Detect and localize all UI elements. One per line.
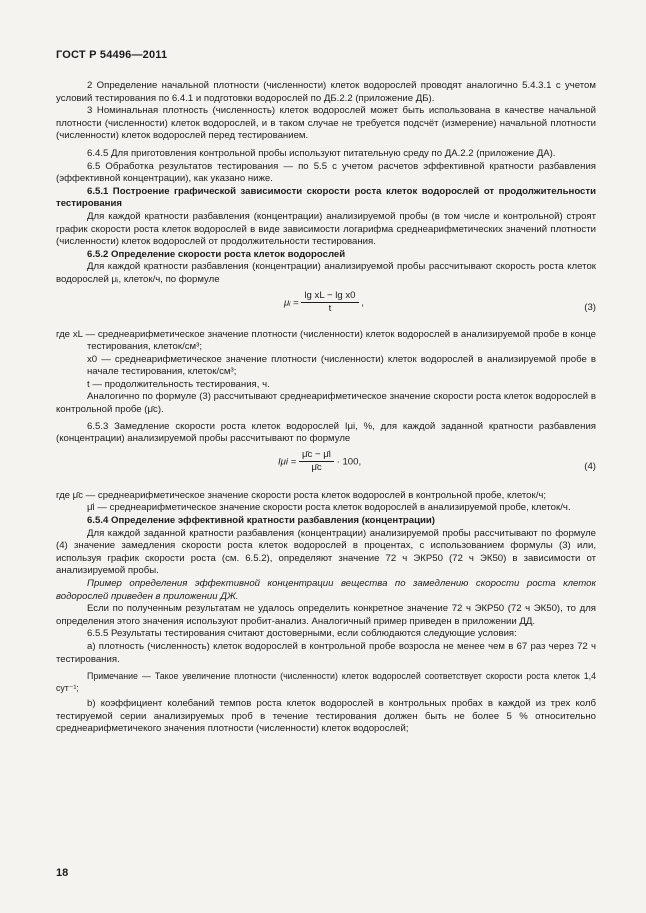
paragraph-6-5-3: 6.5.3 Замедление скорости роста клеток водорослей Iμi, %, для каждой заданной кратности разбавления (концентрации) анализируемой пробы рассчитывают по формуле	[56, 420, 596, 445]
page-number: 18	[56, 867, 69, 879]
heading-6-5-1: 6.5.1 Построение графической зависимости скорости роста клеток водорослей от продолжительности тестирования	[56, 185, 596, 210]
paragraph-6-4-5: 6.4.5 Для приготовления контрольной пробы используют питательную среду по ДА.2.2 (приложение ДА).	[87, 147, 556, 159]
heading-6-5-4: 6.5.4 Определение эффективной кратности разбавления (концентрации)	[87, 515, 435, 527]
paragraph-note: Примечание — Такое увеличение плотности (численности) клеток водорослей соответствует скорости роста клеток 1,4 сут⁻¹;	[56, 671, 596, 694]
paragraph-example: Пример определения эффективной концентрации вещества по замедлению скорости роста клеток водорослей приведен в приложении ДЖ.	[56, 578, 596, 602]
document-body	[56, 80, 596, 736]
paragraph-6-5: 6.5 Обработка результатов тестирования — по 5.5 с учетом расчетов эффективной кратности разбавления (эффективной концентрации), как указано ниже.	[56, 160, 596, 185]
formula-3	[56, 290, 596, 326]
formula-4	[56, 449, 596, 487]
legend-mu-i: μ̄i — среднеарифметическое значение скорости роста клеток водорослей в анализируемой пробе, клеток/ч.	[87, 502, 571, 514]
formula-4-fraction	[299, 449, 334, 475]
formula-4-number: (4)	[584, 460, 596, 472]
legend-x0: x0 — среднеарифметическое значение плотности (численности) клеток водорослей в анализируемой пробе в начале тестирования, клеток/см³;	[87, 353, 596, 378]
paragraph-probit: Если по полученным результатам не удалось определить конкретное значение 72 ч ЭКР50 (72 ч ЭК50), то для определения этого значения используют пробит-анализ. Аналогичный пример приведен в приложении ДД.	[56, 603, 596, 627]
legend-t: t — продолжительность тестирования, ч.	[87, 378, 270, 390]
formula-3-number: (3)	[584, 301, 596, 313]
paragraph-condition-a: а) плотность (численность) клеток водорослей в контрольной пробе возросла не менее чем в 67 раз через 72 ч тестирования.	[56, 640, 596, 665]
paragraph-control-rate: Аналогично по формуле (3) рассчитывают среднеарифметическое значение скорости роста клеток водорослей в контрольной пробе (μ̄c).	[56, 391, 596, 416]
paragraph-note-3: 3 Номинальная плотность (численность) клеток водорослей может быть использована в качестве начальной плотности (численности) клеток водорослей, и в таком случае не требуется подсчёт (измерение) начальной плотности (численности) клеток водорослей перед тестированием.	[56, 105, 596, 142]
paragraph-6-5-4-body: Для каждой заданной кратности разбавления (концентрации) анализируемой пробы рассчитывают по формуле (4) значение замедления скорости роста клеток водорослей в процентах, с использованием формулы (3) или, используя график скорости роста (см. 6.5.2), определяют значение 72 ч ЭКР50 (72 ч ЭК50) в зависимости от анализируемой пробы.	[56, 527, 596, 577]
paragraph-6-5-1-body: Для каждой кратности разбавления (концентрации) анализируемой пробы (в том числе и контрольной) строят график скорости роста клеток водорослей в виде зависимости логарифма среднеарифметических значений плотности (численности) клеток водорослей от продолжительности тестирования.	[56, 210, 596, 248]
formula-3-denominator: t	[328, 303, 332, 315]
formula-4-numerator: μ̄c − μ̄i	[299, 449, 334, 463]
formula-4-tail: · 100,	[336, 456, 362, 468]
legend-mu-c: где μ̄c — среднеарифметическое значение скорости роста клеток водорослей в контрольной пробе, клеток/ч;	[56, 489, 547, 501]
formula-3-numerator: lg xL − lg x0	[301, 290, 358, 304]
formula-4-denominator: μ̄c	[311, 462, 322, 474]
paragraph-note-2: 2 Определение начальной плотности (численности) клеток водорослей проводят аналогично 5.4.3.1 с учетом условий тестирования по 6.4.1 и подготовки водорослей по ДБ.2.2 (приложение ДБ).	[56, 80, 596, 104]
formula-4-lhs: Iμi	[278, 456, 289, 468]
paragraph-condition-b: b) коэффициент колебаний темпов роста клеток водорослей в контрольных пробах в каждой из трех колб тестируемой серии анализируемых проб в течение тестирования должен быть не более 5 % относительно среднеарифметичекого значения плотности (численности) клеток водорослей;	[56, 698, 596, 735]
heading-6-5-2: 6.5.2 Определение скорости роста клеток водорослей	[87, 248, 346, 260]
formula-4-expression: Iμi = $\frac{\mūc - \mūi}{\mūc}$ · 100,	[278, 448, 362, 474]
paragraph-6-5-2-body: Для каждой кратности разбавления (концентрации) анализируемой пробы рассчитывают скорость роста клеток водорослей μᵢ, клеток/ч, по формуле	[56, 261, 596, 285]
formula-3-lhs: μᵢ	[284, 297, 291, 309]
paragraph-6-5-5: 6.5.5 Результаты тестирования считают достоверными, если соблюдаются следующие условия:	[87, 628, 517, 640]
document-header: ГОСТ Р 54496—2011	[56, 49, 168, 61]
formula-3-fraction	[301, 290, 358, 316]
formula-3-expression: μᵢ = $\frac{\text{lg xL − lg x0}}{t}$ ,	[284, 289, 364, 315]
legend-xl: где xL — среднеарифметическое значение плотности (численности) клеток водорослей в анализируемой пробе в конце тестирования, клеток/см³;	[56, 328, 596, 353]
